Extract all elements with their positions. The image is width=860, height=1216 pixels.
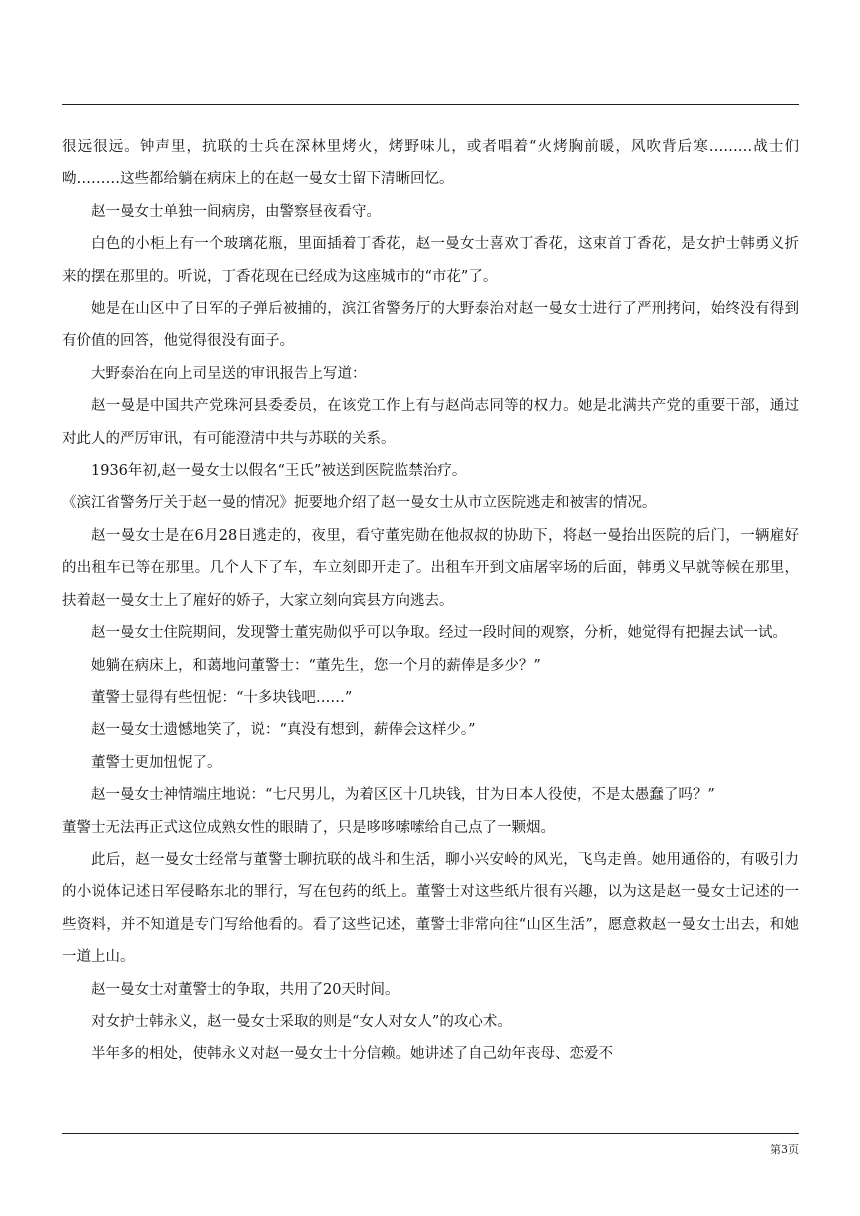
- footer-rule: [62, 1133, 799, 1134]
- paragraph: 她是在山区中了日军的子弹后被捕的，滨江省警务厅的大野泰治对赵一曼女士进行了严刑拷问，始终没有得到有价值的回答，他觉得很没有面子。: [62, 301, 799, 350]
- paragraph: 董警士显得有些忸怩：“十多块钱吧……”: [91, 689, 353, 706]
- paragraph: 大野泰治在向上司呈送的审讯报告上写道：: [91, 365, 367, 382]
- paragraph: 赵一曼女士住院期间，发现警士董宪勋似乎可以争取。经过一段时间的观察，分析，她觉得有把握去试一试。: [91, 625, 787, 642]
- page-number: 第3页: [770, 1143, 799, 1156]
- paragraph-continued: 很远很远。钟声里，抗联的士兵在深林里烤火，烤野味儿，或者唱着“火烤胸前暖，风吹背后寒………战士们呦………这些都给躺在病床上的在赵一曼女士留下清晰回忆。: [62, 139, 799, 188]
- header-rule: [62, 104, 799, 105]
- paragraph: 她躺在病床上，和蔼地问董警士：“董先生，您一个月的薪俸是多少？”: [91, 657, 541, 674]
- paragraph: 董警士更加忸怩了。: [91, 754, 222, 771]
- paragraph: 半年多的相处，使韩永义对赵一曼女士十分信赖。她讲述了自己幼年丧母、恋爱不: [91, 1046, 613, 1063]
- paragraph: 《滨江省警务厅关于赵一曼的情况》扼要地介绍了赵一曼女士从市立医院逃走和被害的情况。: [62, 495, 657, 512]
- document-body: [62, 131, 799, 1071]
- paragraph: 赵一曼女士对董警士的争取，共用了20天时间。: [91, 981, 400, 998]
- paragraph: 董警士无法再正式这位成熟女性的眼睛了，只是哆哆嗦嗦给自己点了一颗烟。: [62, 819, 555, 836]
- paragraph: 赵一曼是中国共产党珠河县委委员，在该党工作上有与赵尚志同等的权力。她是北满共产党的重要干部，通过对此人的严厉审讯，有可能澄清中共与苏联的关系。: [62, 398, 799, 447]
- paragraph: 赵一曼女士神情端庄地说：“七尺男儿，为着区区十几块钱，甘为日本人役使，不是太愚蠢了吗？”: [91, 787, 715, 804]
- paragraph: 赵一曼女士单独一间病房，由警察昼夜看守。: [91, 203, 381, 220]
- paragraph: 赵一曼女士是在6月28日逃走的，夜里，看守董宪勋在他叔叔的协助下，将赵一曼抬出医院的后门，一辆雇好的出租车已等在那里。几个人下了车，车立刻即开走了。出租车开到文庙屠宰场的后面，韩勇义早就等候在那里，扶着赵一曼女士上了雇好的娇子，大家立刻向宾县方向逃去。: [62, 527, 799, 609]
- paragraph: 1936年初,赵一曼女士以假名“王氏”被送到医院监禁治疗。: [91, 463, 467, 480]
- paragraph: 对女护士韩永义，赵一曼女士采取的则是“女人对女人”的攻心术。: [91, 1013, 512, 1030]
- paragraph: 此后，赵一曼女士经常与董警士聊抗联的战斗和生活，聊小兴安岭的风光，飞鸟走兽。她用通俗的，有吸引力的小说体记述日军侵略东北的罪行，写在包药的纸上。董警士对这些纸片很有兴趣，以为这是赵一曼女士记述的一些资料，并不知道是专门写给他看的。看了这些记述，董警士非常向往“山区生活”，愿意救赵一曼女士出去，和她一道上山。: [62, 851, 799, 966]
- paragraph: 白色的小柜上有一个玻璃花瓶，里面插着丁香花，赵一曼女士喜欢丁香花，这束首丁香花，是女护士韩勇义折来的摆在那里的。听说，丁香花现在已经成为这座城市的“市花”了。: [62, 236, 799, 285]
- paragraph: 赵一曼女士遗憾地笑了，说：“真没有想到，薪俸会这样少。”: [91, 722, 476, 739]
